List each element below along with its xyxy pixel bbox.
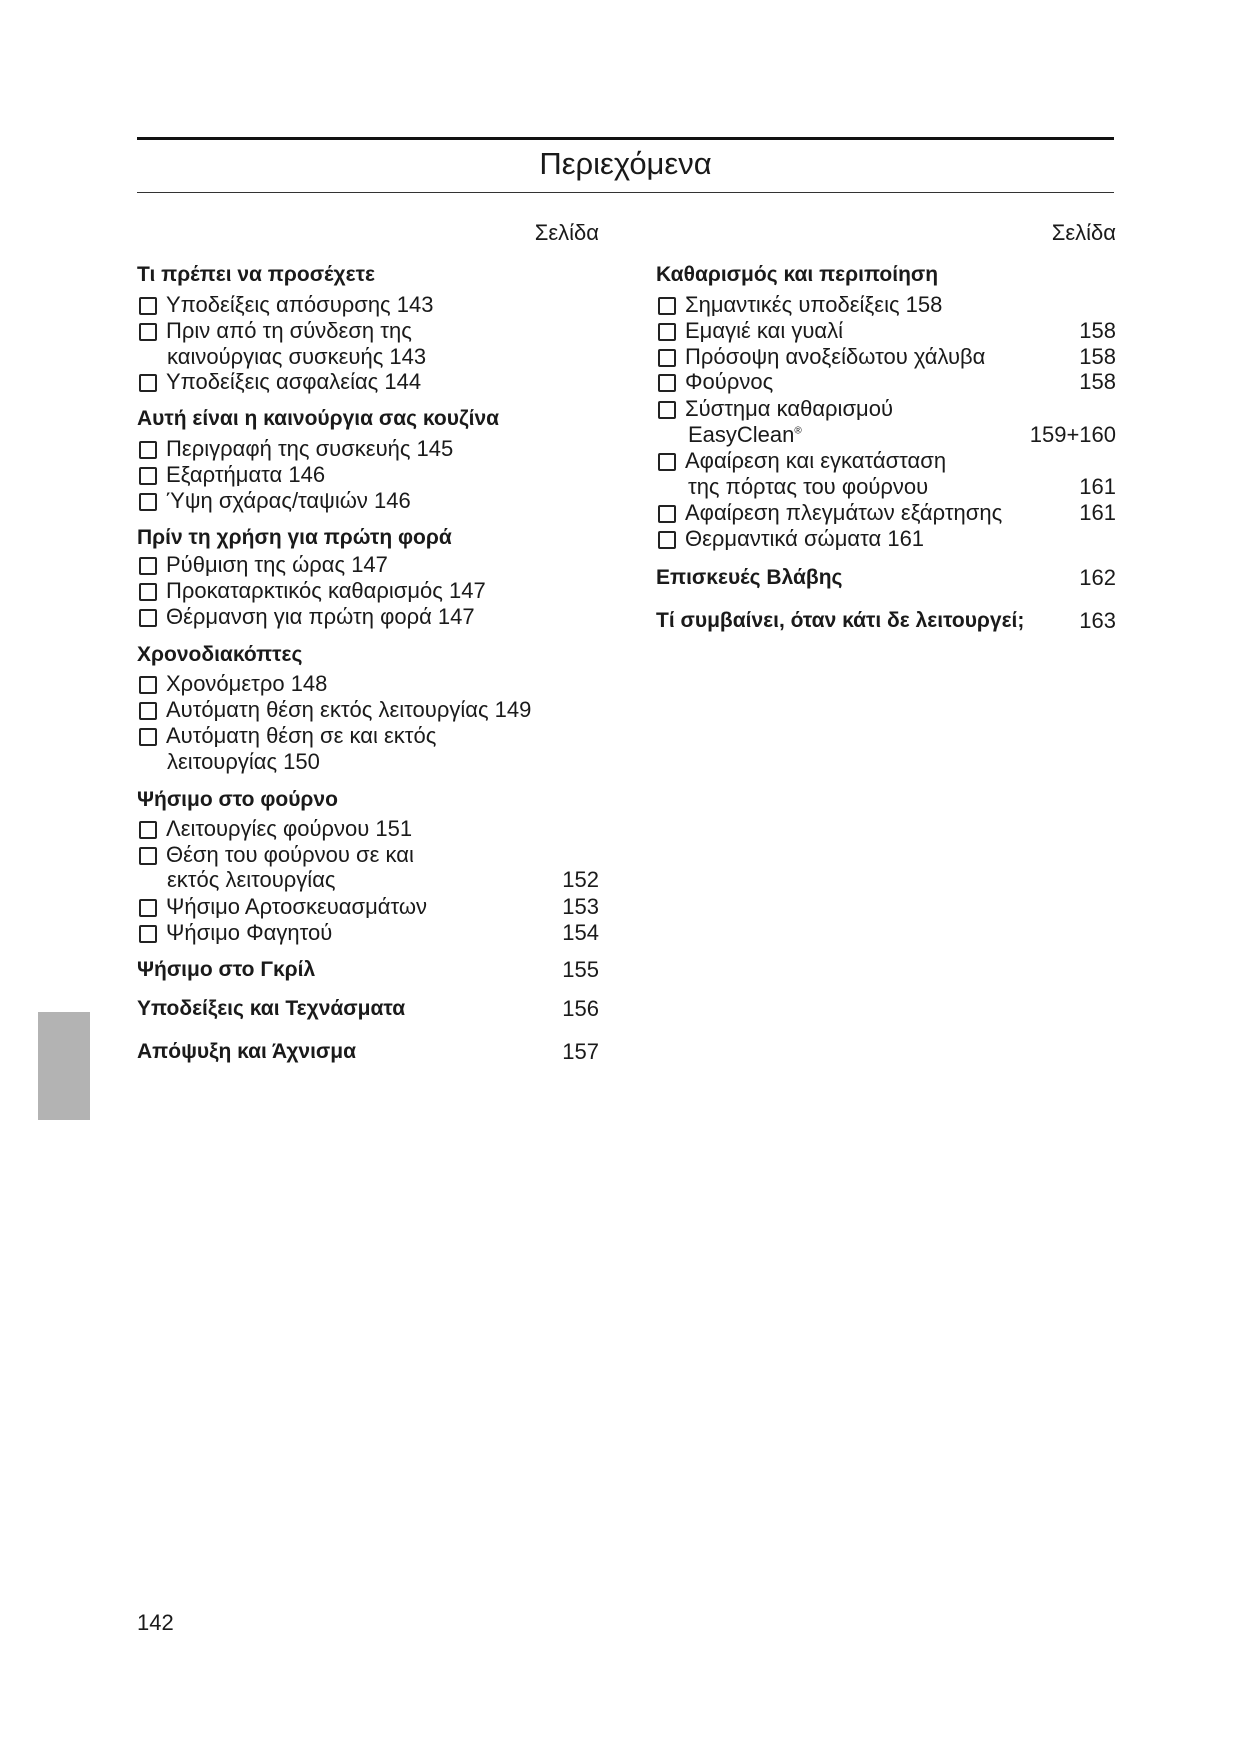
page-number: 142 — [137, 1610, 174, 1635]
toc-item[interactable]: Εξαρτήματα 146 — [137, 462, 599, 488]
toc-item[interactable]: Φούρνος 158 — [656, 369, 1116, 395]
page-title: Περιεχόμενα — [539, 146, 712, 181]
toc-item[interactable]: Αυτόματη θέση εκτός λειτουργίας 149 — [137, 697, 599, 723]
toc-heading[interactable]: Χρονοδιακόπτες — [137, 643, 303, 666]
page-column-label: Σελίδα — [1051, 220, 1116, 245]
toc-item[interactable]: Ρύθμιση της ώρας 147 — [137, 552, 599, 578]
checkbox-icon — [139, 847, 157, 865]
checkbox-icon — [658, 505, 676, 523]
checkbox-icon — [658, 297, 676, 315]
checkbox-icon — [139, 728, 157, 746]
toc-item-continuation[interactable]: καινούργιας συσκευής 143 — [167, 344, 427, 369]
page-column-label: Σελίδα — [534, 220, 599, 245]
checkbox-icon — [139, 493, 157, 511]
toc-item[interactable]: Πρόσοψη ανοξείδωτου χάλυβα 158 — [656, 344, 1116, 370]
toc-item[interactable]: Ύψη σχάρας/ταψιών 146 — [137, 488, 599, 514]
toc-heading[interactable]: Απόψυξη και Άχνισμα 157 — [137, 1039, 599, 1064]
toc-item[interactable]: Σημαντικές υποδείξεις 158 — [656, 292, 1116, 318]
toc-item[interactable]: Αφαίρεση πλεγμάτων εξάρτησης 161 — [656, 500, 1116, 526]
checkbox-icon — [139, 441, 157, 459]
page-ref: 161 — [1079, 500, 1116, 525]
checkbox-icon — [139, 557, 157, 575]
checkbox-icon — [658, 323, 676, 341]
toc-left-column — [137, 0, 599, 1754]
checkbox-icon — [139, 899, 157, 917]
checkbox-icon — [139, 374, 157, 392]
toc-heading[interactable]: Υποδείξεις και Τεχνάσματα 156 — [137, 996, 599, 1021]
toc-item[interactable]: Αυτόματη θέση σε και εκτός — [137, 723, 599, 749]
checkbox-icon — [658, 401, 676, 419]
checkbox-icon — [658, 374, 676, 392]
toc-heading[interactable]: Αυτή είναι η καινούργια σας κουζίνα — [137, 407, 500, 430]
checkbox-icon — [139, 609, 157, 627]
toc-heading[interactable]: Ψήσιμο στο φούρνο — [137, 788, 338, 811]
toc-item[interactable]: Προκαταρκτικός καθαρισμός 147 — [137, 578, 599, 604]
toc-item[interactable]: Ψήσιμο Φαγητού 154 — [137, 920, 599, 946]
page-ref: 163 — [1079, 608, 1116, 633]
checkbox-icon — [139, 583, 157, 601]
checkbox-icon — [139, 821, 157, 839]
checkbox-icon — [139, 702, 157, 720]
checkbox-icon — [658, 349, 676, 367]
registered-mark: ® — [794, 425, 802, 437]
checkbox-icon — [139, 297, 157, 315]
toc-item[interactable]: Θέση του φούρνου σε και — [137, 842, 599, 868]
toc-right-column — [656, 0, 1116, 1754]
toc-heading[interactable]: Τί συμβαίνει, όταν κάτι δε λειτουργεί; 163 — [656, 608, 1116, 633]
toc-item[interactable]: Ψήσιμο Αρτοσκευασμάτων 153 — [137, 894, 599, 920]
page-ref: 158 — [1079, 369, 1116, 394]
toc-item-continuation[interactable]: EasyClean® 159+160 — [688, 422, 1116, 447]
page-ref: 157 — [562, 1039, 599, 1064]
toc-item[interactable]: Υποδείξεις απόσυρσης 143 — [137, 292, 599, 318]
toc-item-continuation[interactable]: λειτουργίας 150 — [167, 749, 320, 774]
toc-item[interactable]: Θέρμανση για πρώτη φορά 147 — [137, 604, 599, 630]
page-ref: 158 — [1079, 344, 1116, 369]
toc-item[interactable]: Υποδείξεις ασφαλείας 144 — [137, 369, 599, 395]
checkbox-icon — [139, 676, 157, 694]
toc-heading[interactable]: Καθαρισμός και περιποίηση — [656, 263, 939, 286]
toc-item[interactable]: Χρονόμετρο 148 — [137, 671, 599, 697]
checkbox-icon — [139, 323, 157, 341]
page-ref: 153 — [562, 894, 599, 919]
checkbox-icon — [658, 531, 676, 549]
toc-item[interactable]: Σύστημα καθαρισμού — [656, 396, 1116, 422]
toc-item[interactable]: Πριν από τη σύνδεση της — [137, 318, 599, 344]
section-side-tab — [38, 1012, 90, 1120]
toc-item[interactable]: Θερμαντικά σώματα 161 — [656, 526, 1116, 552]
page-ref: 154 — [562, 920, 599, 945]
toc-item[interactable]: Αφαίρεση και εγκατάσταση — [656, 448, 1116, 474]
page-ref: 158 — [1079, 318, 1116, 343]
toc-heading[interactable]: Τι πρέπει να προσέχετε — [137, 263, 375, 286]
checkbox-icon — [139, 925, 157, 943]
toc-item-continuation[interactable]: της πόρτας του φούρνου 161 — [688, 474, 1116, 499]
toc-item-continuation[interactable]: εκτός λειτουργίας 152 — [167, 867, 599, 892]
toc-item[interactable]: Λειτουργίες φούρνου 151 — [137, 816, 599, 842]
page-ref: 152 — [562, 867, 599, 892]
toc-item[interactable]: Εμαγιέ και γυαλί 158 — [656, 318, 1116, 344]
toc-heading[interactable]: Επισκευές Βλάβης 162 — [656, 565, 1116, 590]
toc-heading[interactable]: Πρίν τη χρήση για πρώτη φορά — [137, 526, 452, 549]
page-ref: 155 — [562, 957, 599, 982]
checkbox-icon — [658, 453, 676, 471]
page-ref: 159+160 — [1029, 422, 1116, 447]
page-ref: 162 — [1079, 565, 1116, 590]
checkbox-icon — [139, 467, 157, 485]
page-ref: 156 — [562, 996, 599, 1021]
toc-item[interactable]: Περιγραφή της συσκευής 145 — [137, 436, 599, 462]
toc-heading[interactable]: Ψήσιμο στο Γκρίλ 155 — [137, 957, 599, 982]
page-ref: 161 — [1079, 474, 1116, 499]
